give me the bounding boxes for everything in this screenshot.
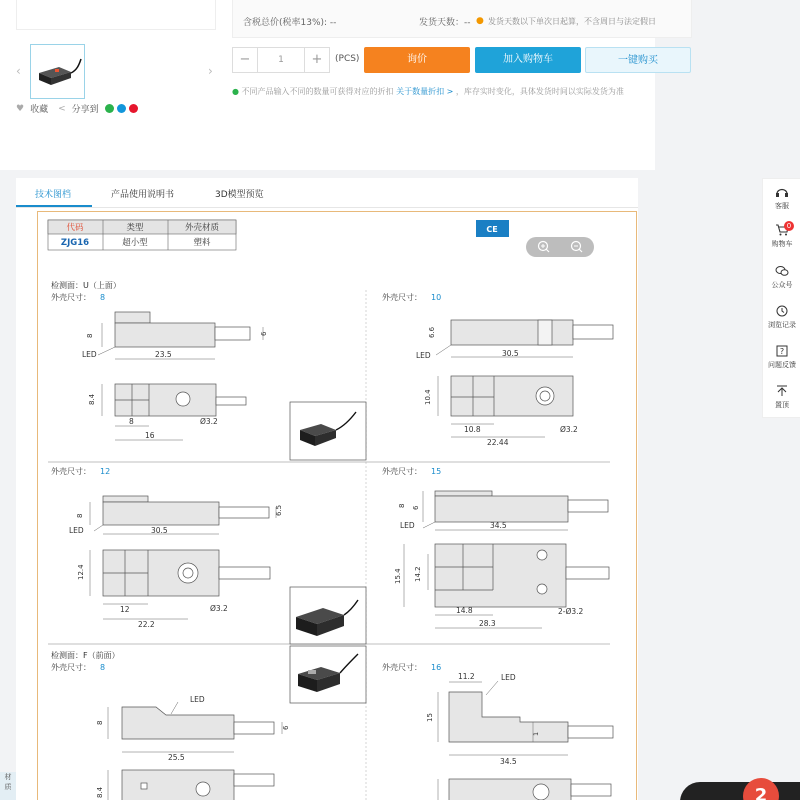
sidebar-feedback-label: 问题反馈 <box>768 361 796 369</box>
dim-f16-len: 34.5 <box>500 757 517 766</box>
share-label: 分享到 <box>71 105 99 115</box>
share-icon: < <box>58 103 66 114</box>
led-label-s10: LED <box>416 351 431 360</box>
size-f8-value: 8 <box>100 663 106 672</box>
spec-code-value: ZJG16 <box>60 238 90 248</box>
dim-f16-h: 15 <box>426 713 434 722</box>
notice-icon: ● <box>232 87 239 96</box>
dim-s10-hole: Ø3.2 <box>560 425 578 434</box>
qty-plus-button[interactable]: + <box>311 52 323 67</box>
dim-s8-len: 23.5 <box>155 350 172 359</box>
spec-type-value: 超小型 <box>122 238 148 248</box>
qty-input[interactable]: 1 <box>257 48 305 72</box>
spec-header-type: 类型 <box>126 223 144 233</box>
active-tab-indicator <box>16 205 92 207</box>
dim-s10-w1: 10.8 <box>464 425 481 434</box>
dim-s15-w2: 28.3 <box>479 619 496 628</box>
sidebar-history[interactable] <box>763 305 800 330</box>
dim-f8-a: 8 <box>96 720 104 725</box>
sidebar-wechat-label: 公众号 <box>771 281 793 289</box>
sidebar-cart-label: 购物车 <box>771 240 793 248</box>
history-icon <box>775 305 789 317</box>
dim-s12-a: 8 <box>76 513 84 518</box>
size-8-label: 外壳尺寸： <box>51 293 91 302</box>
sidebar-cart[interactable] <box>763 224 800 249</box>
weibo-share-icon[interactable] <box>129 104 138 113</box>
spec-header-code: 代码 <box>66 223 84 233</box>
dim-s15-hole: 2-Ø3.2 <box>558 607 584 616</box>
dim-s8-hole: Ø3.2 <box>200 417 218 426</box>
tab-manual[interactable]: 产品使用说明书 <box>111 190 175 200</box>
wechat-icon <box>775 265 789 277</box>
spec-material-value: 塑料 <box>193 238 211 248</box>
product-photo-1 <box>290 402 366 460</box>
qty-minus-button[interactable]: − <box>239 52 251 67</box>
dim-s8-w1: 8 <box>129 417 134 426</box>
tab-3d-preview[interactable]: 3D模型预览 <box>215 190 264 200</box>
size-15-value: 15 <box>431 467 442 476</box>
spec-header-material: 外壳材质 <box>184 223 220 233</box>
ship-days-label: 发货天数：-- <box>419 18 471 28</box>
notice-text: 不同产品输入不同的数量可获得对应的折扣 <box>241 87 394 96</box>
dim-s8-b: 6 <box>260 331 268 336</box>
dim-s15-a: 8 <box>398 503 406 508</box>
dim-s8-w2: 16 <box>145 431 155 440</box>
arrow-up-icon <box>775 385 789 397</box>
discount-link[interactable]: 关于数量折扣 > <box>396 87 454 96</box>
size-10-label: 外壳尺寸： <box>382 293 422 302</box>
qty-unit: (PCS) <box>335 54 360 64</box>
dim-f8-b: 6 <box>282 725 290 730</box>
svg-text:?: ? <box>779 347 785 356</box>
notice-tail: ，库存实时变化，具体发货时间以实际发货为准 <box>455 87 624 96</box>
dim-s8-a: 8 <box>86 333 94 338</box>
tab-technical-drawing[interactable]: 技术图档 <box>35 190 72 200</box>
wechat-share-icon[interactable] <box>105 104 114 113</box>
headset-icon <box>775 186 789 198</box>
buy-now-button[interactable]: 一键购买 <box>585 47 691 73</box>
quantity-notice <box>232 86 624 97</box>
main-image-frame <box>16 0 216 30</box>
quantity-stepper <box>232 47 330 73</box>
size-12-label: 外壳尺寸： <box>51 467 91 476</box>
favorite-link[interactable]: 收藏 <box>30 105 49 115</box>
dim-s15-len: 34.5 <box>490 521 507 530</box>
size-f8-label: 外壳尺寸： <box>51 663 91 672</box>
dim-f8-len: 25.5 <box>168 753 185 762</box>
detect-u-label: 检测面：U（上面） <box>51 281 121 290</box>
dim-s15-h1: 15.4 <box>394 568 402 584</box>
dim-s12-h: 12.4 <box>77 564 85 580</box>
dim-s10-a: 6.6 <box>428 326 436 338</box>
dim-f16-b: 1 <box>532 731 540 736</box>
gallery-prev-icon[interactable]: ‹ <box>16 64 21 78</box>
size-16-label: 外壳尺寸： <box>382 663 422 672</box>
dim-s15-w1: 14.8 <box>456 606 473 615</box>
dim-s10-w2: 22.44 <box>487 438 509 447</box>
zoom-controls <box>526 237 594 257</box>
floating-sidebar <box>762 178 800 418</box>
size-15-label: 外壳尺寸： <box>382 467 422 476</box>
feedback-icon <box>775 345 789 357</box>
product-photo-2 <box>290 587 366 644</box>
inquiry-button[interactable]: 询价 <box>364 47 470 73</box>
chat-button[interactable] <box>680 782 800 800</box>
technical-panel <box>16 178 638 800</box>
ce-mark: CE <box>486 225 498 234</box>
sidebar-service[interactable] <box>763 186 800 211</box>
led-label-f8: LED <box>190 695 205 704</box>
technical-drawing <box>37 211 637 800</box>
dim-s12-b: 6.5 <box>275 504 283 516</box>
product-photo-3 <box>290 646 366 703</box>
led-label-s15: LED <box>400 521 415 530</box>
dim-s15-b: 6 <box>412 505 420 510</box>
size-16-value: 16 <box>431 663 442 672</box>
dim-s12-hole: Ø3.2 <box>210 604 228 613</box>
chat-notification-badge[interactable]: 2 <box>743 778 779 800</box>
sidebar-top[interactable] <box>763 385 800 410</box>
heart-icon[interactable]: ♥ <box>16 103 25 114</box>
size-10-value: 10 <box>431 293 442 302</box>
spec-table <box>48 220 236 250</box>
dim-s12-w2: 22.2 <box>138 620 155 629</box>
led-label-f16: LED <box>501 673 516 682</box>
thumbnail-image[interactable] <box>30 44 85 99</box>
tax-total-label: 含税总价(税率13%): -- <box>243 18 337 28</box>
cart-count-badge: 0 <box>784 221 794 231</box>
dim-s8-h: 8.4 <box>88 393 96 405</box>
dim-s12-w1: 12 <box>120 605 130 614</box>
dim-s10-len: 30.5 <box>502 349 519 358</box>
ship-note: 发货天数以下单次日起算，不含周日与法定假日 <box>488 17 656 26</box>
detect-f-label: 检测面：F（前面） <box>51 651 120 660</box>
size-8-value: 8 <box>100 293 106 302</box>
tab-bar <box>16 178 638 208</box>
size-12-value: 12 <box>100 467 111 476</box>
sidebar-service-label: 客服 <box>775 202 789 210</box>
gallery-next-icon[interactable]: › <box>208 64 213 78</box>
qq-share-icon[interactable] <box>117 104 126 113</box>
material-side-tab[interactable]: 材 质 <box>0 772 16 800</box>
led-label-s8: LED <box>82 350 97 359</box>
sidebar-top-label: 置顶 <box>775 401 789 409</box>
dim-f8-h: 8.4 <box>96 786 104 798</box>
sidebar-history-label: 浏览记录 <box>768 321 796 329</box>
add-to-cart-button[interactable]: 加入购物车 <box>475 47 581 73</box>
info-icon: ● <box>476 16 484 26</box>
sidebar-wechat[interactable] <box>763 265 800 290</box>
dim-s15-h2: 14.2 <box>414 566 422 582</box>
sidebar-feedback[interactable] <box>763 345 800 370</box>
led-label-s12: LED <box>69 526 84 535</box>
price-summary <box>232 0 692 38</box>
dim-f16-a: 11.2 <box>458 672 475 681</box>
gallery-actions <box>16 102 138 115</box>
dim-s10-h: 10.4 <box>424 389 432 405</box>
dim-s12-len: 30.5 <box>151 526 168 535</box>
